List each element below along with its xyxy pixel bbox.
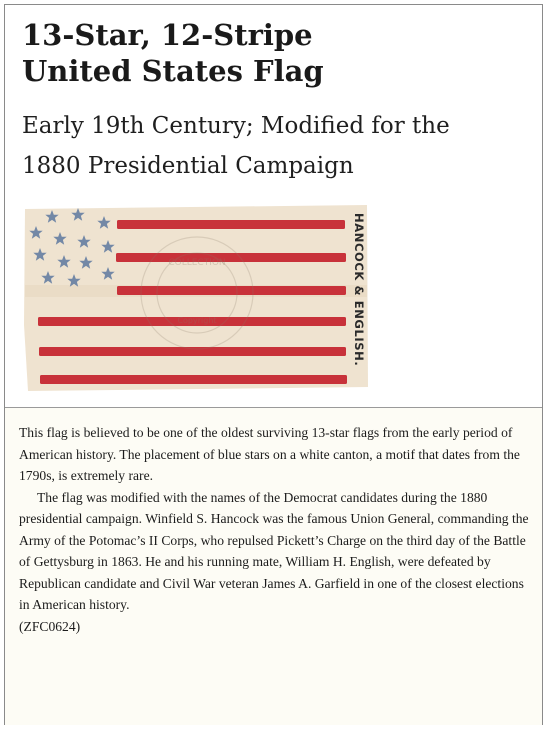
- flag-illustration: [22, 205, 370, 391]
- watermark-text: Copyright: [177, 316, 217, 325]
- flag-inscription: HANCOCK & ENGLISH.: [352, 213, 366, 367]
- flag-photo: [22, 205, 370, 391]
- catalog-id: (ZFC0624): [19, 618, 81, 634]
- flag-stripe: [116, 253, 346, 262]
- description-text: [19, 422, 531, 637]
- description-paragraph: This flag is believed to be one of the oldest surviving 13-star flags from the early period of American history. The placement of blue stars on a white canton, a motif that dates from the 1790s, is extremely rare.: [19, 425, 520, 483]
- flag-stripe: [117, 286, 346, 295]
- page-title: 13-Star, 12-Stripe United States Flag: [22, 18, 324, 88]
- flag-stripe: [40, 375, 347, 384]
- description-paragraph: The flag was modified with the names of the Democrat candidates during the 1880 presidential campaign. Winfield S. Hancock was the famous Union General, commanding the Army of the Potomac’s II Corps, who repulsed Pickett’s Charge on the third day of the Battle of Gettysburg in 1863. He and his running mate, William H. English, were defeated by Republican candidate and Civil War veteran James A. Garfield in one of the closest elections in American history.: [19, 489, 529, 612]
- description-panel: [5, 407, 542, 725]
- watermark-text: COLLECTION: [168, 258, 226, 268]
- flag-stripe: [117, 220, 345, 229]
- catalog-card: [4, 4, 543, 725]
- page-subtitle: Early 19th Century; Modified for the 1880 Presidential Campaign: [22, 113, 450, 179]
- flag-cloth: [24, 205, 368, 391]
